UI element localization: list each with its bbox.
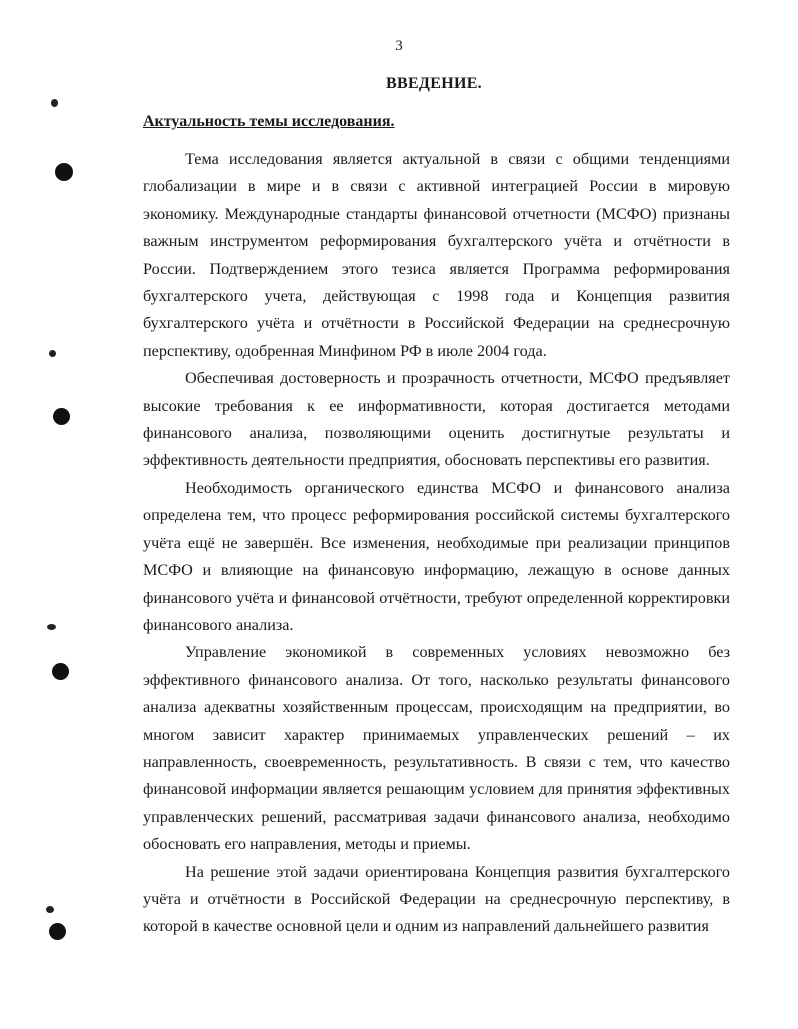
paragraph-5: На решение этой задачи ориентирована Концепция развития бухгалтерского учёта и отчётности в Российской Федерации на среднесрочную перспективу, в которой в качестве основной цели и одним из направлений дальнейшего развития xyxy=(143,862,730,936)
page-title: ВВЕДЕНИЕ. xyxy=(386,75,482,92)
punch-hole xyxy=(53,408,70,425)
margin-speck xyxy=(49,350,56,357)
margin-speck xyxy=(51,99,58,107)
paragraph-1: Тема исследования является актуальной в связи с общими тенденциями глобализации в мире и в связи с активной интеграцией России в мировую экономику. Международные стандарты финансовой отчетности (МСФО) признаны важным инструментом реформирования бухгалтерского учёта и отчётности в России. Подтверждением этого тезиса является Программа реформирования бухгалтерского учета, действующая с 1998 года и Концепция развития бухгалтерского учёта и отчётности в Российской Федерации на среднесрочную перспективу, одобренная Минфином РФ в июле 2004 года. xyxy=(143,150,730,360)
punch-hole xyxy=(55,163,73,181)
section-heading: Актуальность темы исследования xyxy=(143,113,391,130)
page-number: 3 xyxy=(395,38,403,54)
body-text xyxy=(143,146,730,941)
margin-speck xyxy=(47,624,56,630)
section-heading-period: . xyxy=(390,113,395,130)
paragraph-3: Необходимость органического единства МСФО и финансового анализа определена тем, что процесс реформирования российской системы бухгалтерского учёта ещё не завершён. Все изменения, необходимые при реализации принципов МСФО и влияющие на финансовую информацию, лежащую в основе данных финансового учёта и финансовой отчётности, требуют определенной корректировки финансового анализа. xyxy=(143,478,730,634)
punch-hole xyxy=(49,923,66,940)
margin-speck xyxy=(46,906,54,913)
paragraph-4: Управление экономикой в современных условиях невозможно без эффективного финансового анализа. От того, насколько результаты финансового анализа адекватны хозяйственным процессам, происходящим на предприятии, во многом зависит характер принимаемых управленческих решений – их направленность, своевременность, результативность. В связи с тем, что качество финансовой информации является решающим условием для принятия эффективных управленческих решений, рассматривая задачи финансового анализа, необходимо обосновать его направления, методы и приемы. xyxy=(143,643,730,854)
paragraph-2: Обеспечивая достоверность и прозрачность отчетности, МСФО предъявляет высокие требования к ее информативности, которая достигается методами финансового анализа, позволяющими оценить достигнутые результаты и эффективность деятельности предприятия, обосновать перспективы его развития. xyxy=(143,369,730,470)
punch-hole xyxy=(52,663,69,680)
section-heading-wrapper xyxy=(143,111,395,133)
